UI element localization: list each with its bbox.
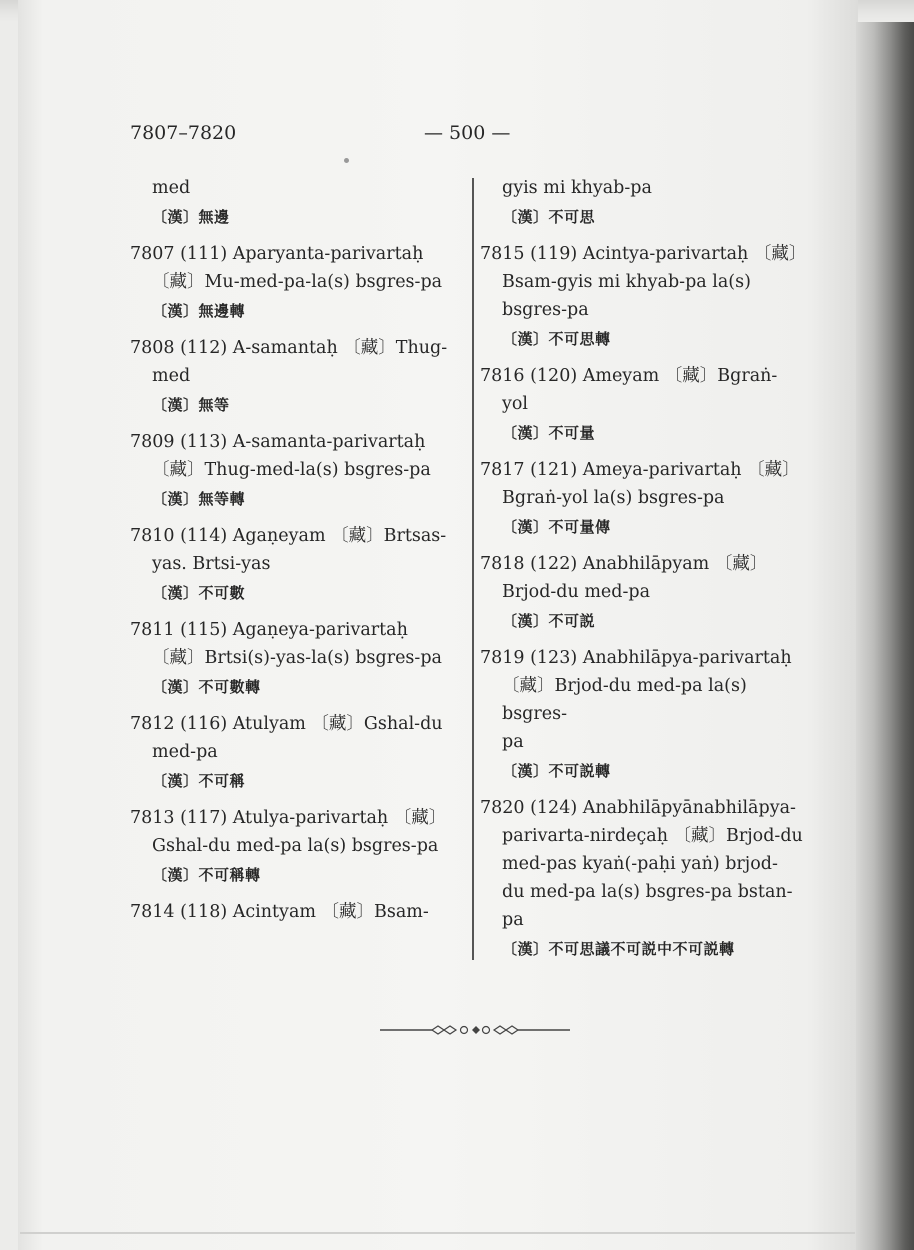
tibetan-equivalent: med-pa xyxy=(152,742,218,762)
tibetan-equivalent: med xyxy=(152,366,191,386)
tibetan-equivalent: pa xyxy=(502,732,524,752)
entry-headword: 7813 (117) Atulya-parivartaḥ 〔藏〕 xyxy=(130,808,447,828)
left-column xyxy=(130,174,460,934)
chinese-equivalent: 〔漢〕不可數 xyxy=(152,584,246,602)
dictionary-entry xyxy=(130,616,460,702)
tibetan-equivalent: 〔藏〕Mu-med-pa-la(s) bsgres-pa xyxy=(152,272,443,292)
dictionary-entry xyxy=(130,240,460,326)
chinese-equivalent: 〔漢〕不可説轉 xyxy=(502,762,611,780)
chinese-equivalent: 〔漢〕不可稱 xyxy=(152,772,246,790)
dictionary-entry xyxy=(130,804,460,890)
page-number: — 500 — xyxy=(424,122,511,144)
chinese-equivalent: 〔漢〕不可思 xyxy=(502,208,596,226)
chinese-equivalent: 〔漢〕不可稱轉 xyxy=(152,866,261,884)
dictionary-entry xyxy=(480,644,814,786)
chinese-equivalent: 〔漢〕不可思轉 xyxy=(502,330,611,348)
tibetan-equivalent: Brjod-du med-pa xyxy=(502,582,651,602)
tibetan-equivalent: pa xyxy=(502,910,524,930)
tibetan-equivalent: parivarta-nirdeçaḥ 〔藏〕Brjod-du xyxy=(502,826,803,846)
continuation-line: gyis mi khyab-pa xyxy=(502,178,652,198)
dictionary-entry xyxy=(480,550,814,636)
chinese-equivalent: 〔漢〕無等 xyxy=(152,396,230,414)
dictionary-entry xyxy=(130,428,460,514)
tibetan-equivalent: du med-pa la(s) bsgres-pa bstan- xyxy=(502,882,793,902)
chinese-equivalent: 〔漢〕不可説 xyxy=(502,612,596,630)
continuation-block xyxy=(480,174,814,232)
entry-headword: 7820 (124) Anabhilāpyānabhilāpya- xyxy=(480,798,796,818)
entry-range-header: 7807–7820 xyxy=(130,122,237,144)
tibetan-equivalent: Gshal-du med-pa la(s) bsgres-pa xyxy=(152,836,439,856)
ink-speck xyxy=(344,158,349,163)
tibetan-equivalent: yas. Brtsi-yas xyxy=(152,554,271,574)
chinese-equivalent: 〔漢〕不可量 xyxy=(502,424,596,442)
entry-headword: 7815 (119) Acintya-parivartaḥ 〔藏〕 xyxy=(480,244,807,264)
dictionary-entry xyxy=(130,522,460,608)
entry-headword: 7818 (122) Anabhilāpyam 〔藏〕 xyxy=(480,554,768,574)
entry-headword: 7810 (114) Agaṇeyam 〔藏〕Brtsas- xyxy=(130,526,447,546)
tibetan-equivalent: 〔藏〕Brtsi(s)-yas-la(s) bsgres-pa xyxy=(152,648,442,668)
tibetan-equivalent: Bgraṅ-yol la(s) bsgres-pa xyxy=(502,488,725,508)
tibetan-equivalent: 〔藏〕Thug-med-la(s) bsgres-pa xyxy=(152,460,431,480)
tibetan-equivalent: yol xyxy=(502,394,529,414)
continuation-block xyxy=(130,174,460,232)
scan-bottom-edge xyxy=(20,1232,855,1234)
dictionary-entry xyxy=(130,334,460,420)
section-end-ornament xyxy=(380,1022,570,1038)
entry-headword: 7816 (120) Ameyam 〔藏〕Bgraṅ- xyxy=(480,366,778,386)
chinese-equivalent: 〔漢〕無等轉 xyxy=(152,490,246,508)
chinese-equivalent: 〔漢〕不可思議不可説中不可説轉 xyxy=(502,940,735,958)
column-divider xyxy=(472,178,474,960)
chinese-equivalent: 〔漢〕無邊 xyxy=(152,208,230,226)
book-binding-shadow xyxy=(856,22,914,1250)
entry-headword: 7814 (118) Acintyam 〔藏〕Bsam- xyxy=(130,902,429,922)
dictionary-entry xyxy=(130,710,460,796)
entry-headword: 7807 (111) Aparyanta-parivartaḥ xyxy=(130,244,424,264)
entry-headword: 7809 (113) A-samanta-parivartaḥ xyxy=(130,432,426,452)
entry-headword: 7817 (121) Ameya-parivartaḥ 〔藏〕 xyxy=(480,460,800,480)
tibetan-equivalent: bsgres-pa xyxy=(502,300,589,320)
entry-headword: 7819 (123) Anabhilāpya-parivartaḥ xyxy=(480,648,792,668)
dictionary-entry xyxy=(130,898,460,926)
chinese-equivalent: 〔漢〕無邊轉 xyxy=(152,302,246,320)
dictionary-entry xyxy=(480,794,814,964)
tibetan-equivalent: 〔藏〕Brjod-du med-pa la(s) bsgres- xyxy=(502,676,747,724)
continuation-line: med xyxy=(152,178,191,198)
right-column xyxy=(480,174,814,972)
dictionary-entry xyxy=(480,456,814,542)
dictionary-entry xyxy=(480,362,814,448)
entry-headword: 7811 (115) Agaṇeya-parivartaḥ xyxy=(130,620,408,640)
chinese-equivalent: 〔漢〕不可量傳 xyxy=(502,518,611,536)
chinese-equivalent: 〔漢〕不可數轉 xyxy=(152,678,261,696)
tibetan-equivalent: Bsam-gyis mi khyab-pa la(s) xyxy=(502,272,751,292)
dictionary-entry xyxy=(480,240,814,354)
tibetan-equivalent: med-pas kyaṅ(-paḥi yaṅ) brjod- xyxy=(502,854,778,874)
entry-headword: 7812 (116) Atulyam 〔藏〕Gshal-du xyxy=(130,714,443,734)
entry-headword: 7808 (112) A-samantaḥ 〔藏〕Thug- xyxy=(130,338,448,358)
